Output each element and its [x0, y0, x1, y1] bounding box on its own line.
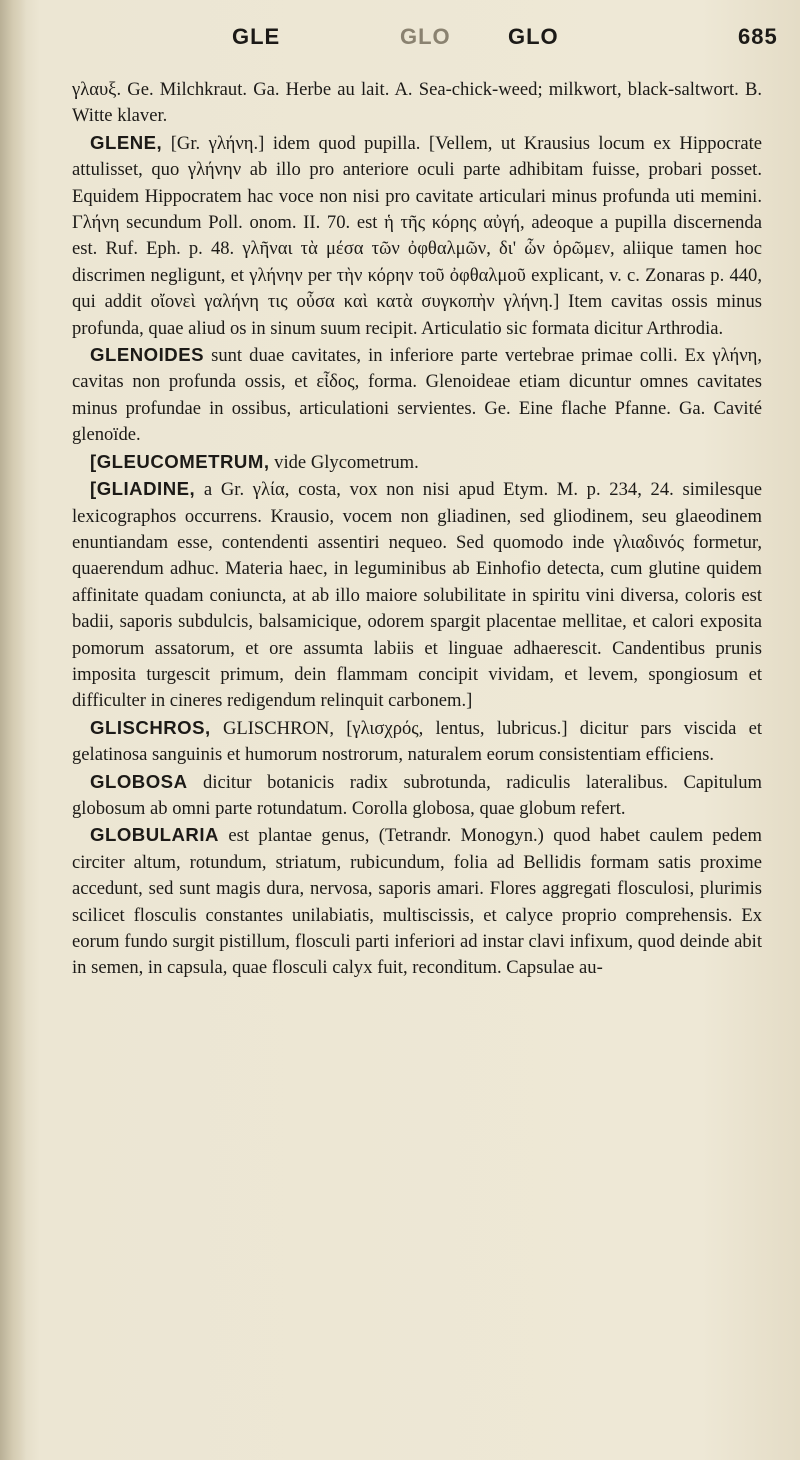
- entry-text: a Gr. γλία, costa, vox non nisi apud Etym. M. p. 234, 24. similesque lexicographos occurrens. Krausio, vocem non gliadinen, sed gliodinem, seu glaeodinem enuntiandam esse, contendenti assentiri nequeo. Sed quomodo inde γλιαδινός formetur, quaerendum adhuc. Materia haec, in leguminibus ab Einhofio detecta, cum glutine quidem affinitate quadam coniuncta, at ab illo maiore solubilitate in spiritu vini diversa, coloris est badii, saporis subdulcis, balsamicique, odorem spargit placentae mellitae, et calori exposita pomorum assatorum, et ore assumta labiis et linguae adhaerescit. Candentibus prunis imposita turgescit primum, dein flammam concipit vividam, et levem, spongiosum et difficulter in cineres redigendum relinquit carbonem.]: [72, 479, 762, 712]
- entry-gleucometrum: [72, 449, 762, 476]
- entry-lemma: GLOBOSA: [90, 770, 188, 792]
- entry-glenoides: [72, 342, 762, 449]
- entry-text: vide Glycometrum.: [274, 451, 419, 473]
- entry-text: GLISCHRON, [γλισχρός, lentus, lubricus.] dicitur pars viscida et gelatinosa sanguinis et humorum nostrorum, naturalem eorum consistentiam efficiens.: [72, 717, 763, 766]
- entry-globosa: [72, 769, 762, 823]
- entry-text: dicitur botanicis radix subrotunda, radiculis lateralibus. Capitulum globosum ab omni parte rotundatum. Corolla globosa, quae globum refert.: [72, 771, 762, 819]
- entry-text: sunt duae cavitates, in inferiore parte vertebrae primae colli. Ex γλήνη, cavitas non profunda ossis, et εἶδος, forma. Glenoideae etiam dicuntur omnes cavitates minus profundae in ossibus, articulationi servientes. Ge. Eine flache Pfanne. Ga. Cavité glenoïde.: [72, 345, 762, 446]
- header-left-word: GLE: [232, 24, 281, 49]
- entry-text: γλαυξ. Ge. Milchkraut. Ga. Herbe au lait. A. Sea-chick-weed; milkwort, black-saltwort. B. Witte klaver.: [72, 79, 762, 127]
- entry-text: est plantae genus, (Tetrandr. Monogyn.) quod habet caulem pedem circiter altum, rotundum, striatum, rubicundum, folia ad Bellidis formam satis proxime accedunt, sed sunt magis dura, nervosa, saporis amari. Flores aggregati flosculosi, plurimis scilicet flosculis constantes unilabiatis, multiscissis, et calyce proprio comprehensis. Ex eorum fundo surgit pistillum, flosculi parti inferiori ad instar clavi infixum, quod deinde abit in semen, in capsula, quae flosculi calyx fuit, reconditum. Capsulae au-: [72, 825, 762, 979]
- entry-glischros: [72, 715, 762, 769]
- header-middle-word: GLO: [400, 24, 451, 49]
- header-right-word: GLO: [508, 24, 559, 49]
- entry-text: [Gr. γλήνη.] idem quod pupilla. [Vellem, ut Krausius locum ex Hippocrate attulisset, quo γλήνην ab illo pro anteriore oculi parte adhibitam fuisse, probari posset. Equidem Hippocratem hac voce non nisi pro cavitate articulari minus profunda uti memini. Γλήνη secundum Poll. onom. II. 70. est ἡ τῆς κόρης αὐγή, adeoque a pupilla discernenda est. Ruf. Eph. p. 48. γλῆναι τὰ μέσα τῶν ὀφθαλμῶν, δι' ὧν ὁρῶμεν, aliique tamen hoc discrimen negligunt, et γλήνην per τὴν κόρην τοῦ ὀφθαλμοῦ explicant, v. c. Zonaras p. 440, qui addit οἴονεὶ γαλήνη τις οὖσα καὶ κατὰ συγκοπὴν γλήνη.] Item cavitas ossis minus profunda, quae aliud os in sinum suum recipit. Articulatio sic formata dicitur Arthrodia.: [72, 132, 762, 339]
- entry-lemma: GLENE,: [90, 131, 163, 153]
- entry-lemma: GLISCHROS,: [90, 716, 211, 738]
- page-binding-shadow: [0, 0, 26, 1460]
- dictionary-text-column: [72, 76, 762, 982]
- entry-lemma: GLOBULARIA: [90, 824, 219, 846]
- entry-continuation: [72, 76, 762, 130]
- entry-gliadine: [72, 476, 762, 715]
- entry-lemma: GLENOIDES: [90, 344, 205, 366]
- running-header: [0, 20, 800, 64]
- entry-lemma: [GLIADINE,: [90, 478, 196, 500]
- entry-glene: [72, 130, 762, 342]
- entry-lemma: [GLEUCOMETRUM,: [90, 450, 270, 472]
- page-number: 685: [738, 24, 778, 49]
- entry-globularia: [72, 822, 762, 981]
